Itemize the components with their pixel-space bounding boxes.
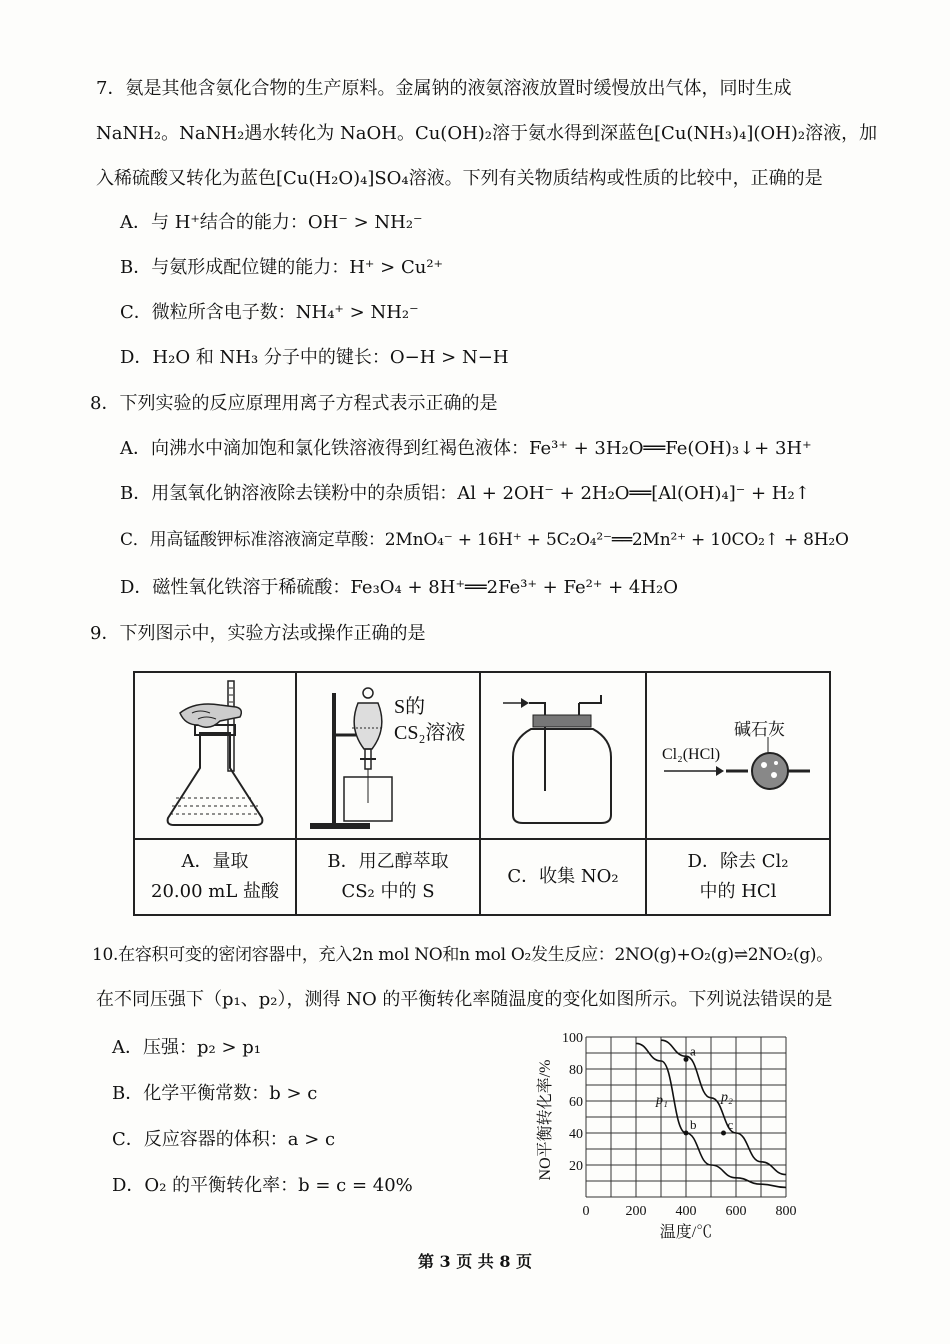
x-tick-label: 200 [625, 1204, 647, 1219]
q9-stem: 9．下列图示中，实验方法或操作正确的是 [90, 623, 426, 644]
q7-stem-line-3: 入稀硫酸又转化为蓝色[Cu(H₂O)₄]SO₄溶液。下列有关物质结构或性质的比较中，正确的是 [96, 168, 823, 189]
q9-caption-c: C．收集 NO₂ [480, 839, 646, 915]
q10-option-b: B．化学平衡常数：b > c [112, 1083, 318, 1104]
y-tick-label: 20 [569, 1159, 583, 1174]
q10-option-c: C．反应容器的体积：a > c [112, 1129, 336, 1150]
series-line-2 [661, 1040, 786, 1174]
q9-figure-table [133, 671, 831, 916]
q10-stem-line-1: 10.在容积可变的密闭容器中，充入2n mol NO和n mol O₂发生反应：2NO(g)+O₂(g)⇌2NO₂(g)。 [92, 945, 833, 965]
q9-caption-b: B．用乙醇萃取 CS₂ 中的 S [296, 839, 480, 915]
point-b [684, 1131, 689, 1136]
chart-xlabel: 温度/℃ [659, 1224, 713, 1241]
q10-chart [520, 1025, 820, 1245]
q9-caption-d: D．除去 Cl₂ 中的 HCl [646, 839, 830, 915]
q8-option-b: B．用氢氧化钠溶液除去镁粉中的杂质铝：Al + 2OH⁻ + 2H₂O══[Al(OH)₄]⁻ + H₂↑ [120, 483, 810, 504]
q9-figure-a [134, 672, 296, 839]
q8-option-c: C．用高锰酸钾标准溶液滴定草酸：2MnO₄⁻ + 16H⁺ + 5C₂O₄²⁻══2Mn²⁺ + 10CO₂↑ + 8H₂O [120, 530, 849, 550]
drying-tube-illustration [648, 673, 828, 833]
point-c [721, 1131, 726, 1136]
q9-b-label-2: CS₂溶液 [394, 722, 466, 744]
q7-option-b: B．与氨形成配位键的能力：H⁺ > Cu²⁺ [120, 257, 444, 278]
y-tick-label: 40 [569, 1127, 583, 1142]
q9-figure-c [480, 672, 646, 839]
x-tick-label: 800 [775, 1204, 797, 1219]
q7-option-a: A．与 H⁺结合的能力：OH⁻ > NH₂⁻ [120, 212, 423, 233]
point-label-a: a [690, 1043, 696, 1059]
x-tick-label: 400 [675, 1204, 697, 1219]
conversion-chart-svg [520, 1025, 820, 1245]
q9-caption-a: A．量取 20.00 mL 盐酸 [134, 839, 296, 915]
gas-collection-bottle-illustration [483, 673, 643, 833]
series-label-1: p₁ [656, 1093, 668, 1109]
point-label-b: b [690, 1117, 697, 1132]
y-tick-label: 60 [569, 1095, 583, 1110]
series-label-2: p₂ [721, 1090, 733, 1105]
y-tick-label: 100 [562, 1031, 583, 1046]
q7-option-d: D．H₂O 和 NH₃ 分子中的键长：O−H > N−H [120, 347, 509, 368]
pipette-flask-illustration [140, 673, 290, 833]
q8-stem: 8．下列实验的反应原理用离子方程式表示正确的是 [90, 393, 498, 414]
separatory-funnel-illustration [298, 673, 478, 833]
q9-d-label-2: Cl₂(HCl) [662, 746, 721, 763]
q10-option-d: D．O₂ 的平衡转化率：b = c = 40% [112, 1175, 413, 1196]
q9-figure-b [296, 672, 480, 839]
q9-d-label-1: 碱石灰 [734, 720, 785, 739]
q8-option-d: D．磁性氧化铁溶于稀硫酸：Fe₃O₄ + 8H⁺══2Fe³⁺ + Fe²⁺ + 4H₂O [120, 577, 678, 598]
q10-option-a: A．压强：p₂ > p₁ [112, 1037, 262, 1058]
x-tick-label: 600 [725, 1204, 747, 1219]
q9-figure-d [646, 672, 830, 839]
q7-stem-line-1: 7．氨是其他含氨化合物的生产原料。金属钠的液氨溶液放置时缓慢放出气体，同时生成 [96, 78, 792, 99]
x-tick-label: 0 [582, 1204, 590, 1219]
chart-ylabel: NO平衡转化率/% [537, 1059, 554, 1181]
q9-b-label-1: S的 [394, 696, 426, 718]
y-tick-label: 80 [569, 1063, 583, 1078]
q7-stem-line-2: NaNH₂。NaNH₂遇水转化为 NaOH。Cu(OH)₂溶于氨水得到深蓝色[Cu(NH₃)₄](OH)₂溶液，加 [96, 123, 878, 144]
point-label-c: c [727, 1117, 734, 1132]
q8-option-a: A．向沸水中滴加饱和氯化铁溶液得到红褐色液体：Fe³⁺ + 3H₂O══Fe(OH)₃↓+ 3H⁺ [120, 438, 812, 459]
q10-stem-line-2: 在不同压强下（p₁、p₂），测得 NO 的平衡转化率随温度的变化如图所示。下列说法错误的是 [96, 989, 833, 1010]
q7-option-c: C．微粒所含电子数：NH₄⁺ > NH₂⁻ [120, 302, 419, 323]
page-footer: 第 3 页 共 8 页 [417, 1252, 533, 1271]
point-a [684, 1057, 689, 1062]
